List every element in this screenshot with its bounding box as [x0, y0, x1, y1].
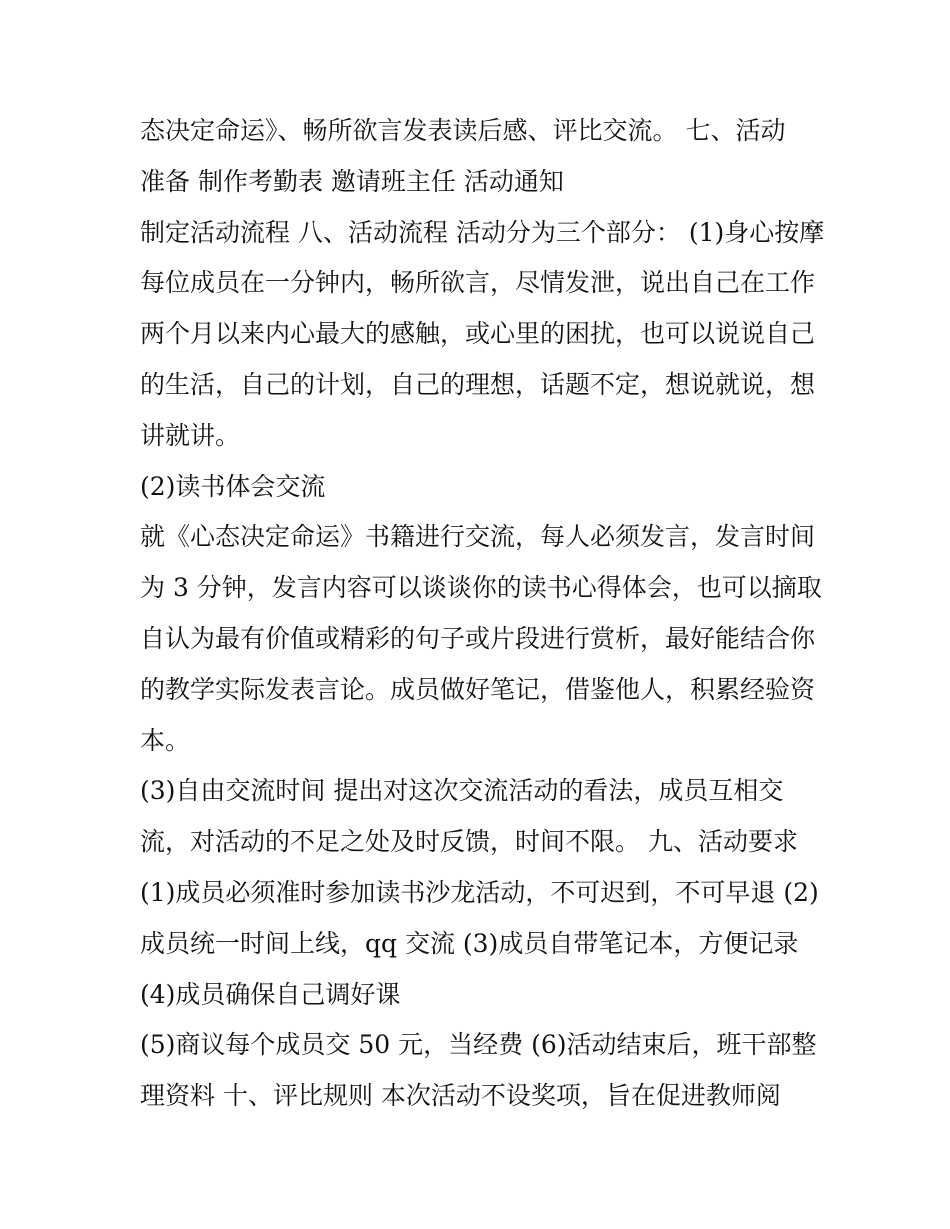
text-line: 两个月以来内心最大的感触，或心里的困扰，也可以说说自己 [140, 319, 816, 349]
text-line: 自认为最有价值或精彩的句子或片段进行赏析，最好能结合你 [140, 623, 816, 653]
text-line: 态决定命运》、畅所欲言发表读后感、评比交流。 七、活动 [140, 116, 786, 145]
text-line: 就《心态决定命运》书籍进行交流，每人必须发言，发言时间 [140, 522, 816, 552]
text-line: 理资料 十、评比规则 本次活动不设奖项，旨在促进教师阅 [140, 1081, 781, 1111]
text-line: (4)成员确保自己调好课 [140, 979, 401, 1009]
document-body [140, 106, 830, 1122]
text-line: 每位成员在一分钟内，畅所欲言，尽情发泄，说出自己在工作 [140, 268, 816, 298]
text-line: (5)商议每个成员交 50 元，当经费 (6)活动结束后，班干部整 [140, 1030, 817, 1060]
text-line: 准备 制作考勤表 邀请班主任 活动通知 [140, 166, 564, 196]
text-line: (2)读书体会交流 [140, 471, 326, 501]
text-line: 制定活动流程 八、活动流程 活动分为三个部分： (1)身心按摩 [140, 217, 825, 247]
text-line: (1)成员必须准时参加读书沙龙活动，不可迟到，不可早退 (2) [140, 877, 819, 907]
text-line: 成员统一时间上线，qq 交流 (3)成员自带笔记本，方便记录 [140, 928, 799, 958]
text-line: 的教学实际发表言论。成员做好笔记，借鉴他人，积累经验资 [140, 674, 816, 704]
text-line: 为 3 分钟，发言内容可以谈谈你的读书心得体会，也可以摘取 [140, 573, 822, 603]
text-line: 流，对活动的不足之处及时反馈，时间不限。 九、活动要求 [140, 827, 798, 857]
text-line: 本。 [140, 725, 191, 755]
text-line: 的生活，自己的计划，自己的理想，话题不定，想说就说，想 [140, 369, 816, 399]
text-line: 讲就讲。 [140, 420, 241, 450]
text-line: (3)自由交流时间 提出对这次交流活动的看法，成员互相交 [140, 776, 784, 806]
